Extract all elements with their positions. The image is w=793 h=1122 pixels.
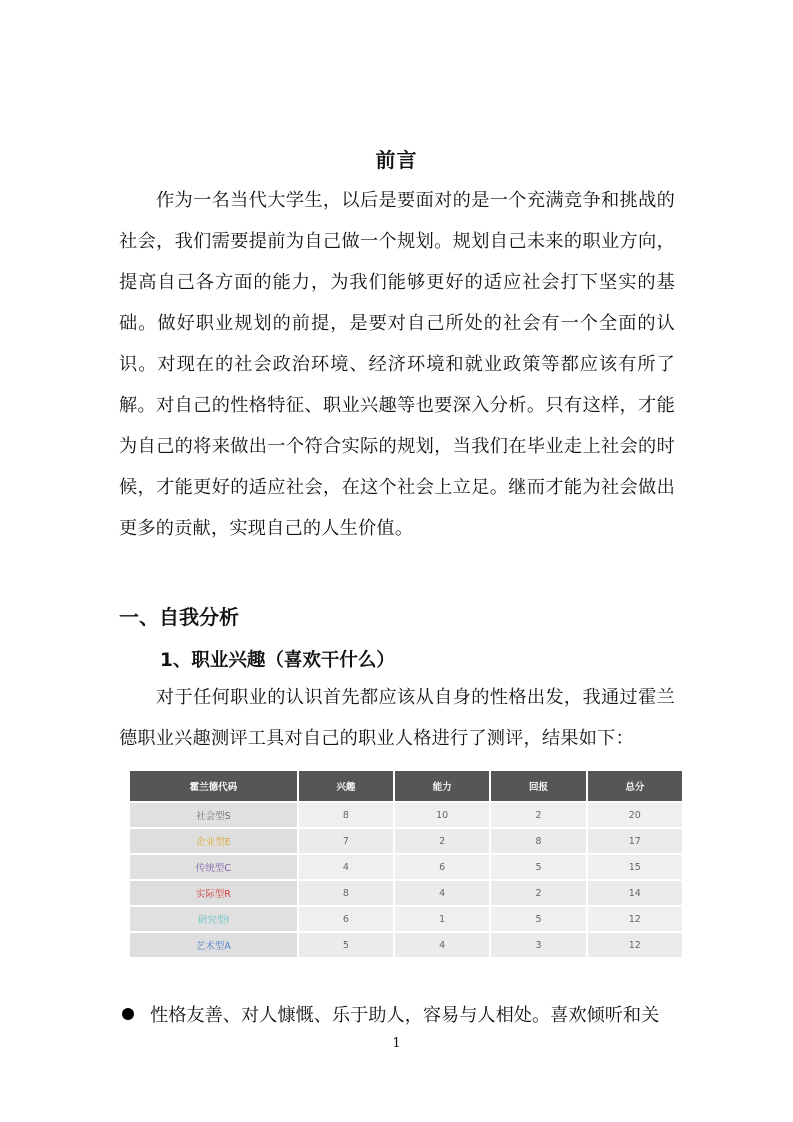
cell-holland-type: 研究型I bbox=[130, 907, 297, 931]
intro-paragraph: 对于任何职业的认识首先都应该从自身的性格出发，我通过霍兰德职业兴趣测评工具对自己的职业人格进行了测评，结果如下： bbox=[119, 687, 675, 749]
cell-holland-type: 艺术型A bbox=[130, 933, 297, 957]
table-row bbox=[130, 933, 682, 957]
subsection-heading: 1、职业兴趣（喜欢干什么） bbox=[160, 650, 395, 671]
cell-holland-type: 企业型E bbox=[130, 829, 297, 853]
preface-paragraph: 作为一名当代大学生，以后是要面对的是一个充满竞争和挑战的社会，我们需要提前为自己做一个规划。规划自己未来的职业方向，提高自己各方面的能力，为我们能够更好的适应社会打下坚实的基础。做好职业规划的前提，是要对自己所处的社会有一个全面的认识。对现在的社会政治环境、经济环境和就业政策等都应该有所了解。对自己的性格特征、职业兴趣等也要深入分析。只有这样，才能为自己的将来做出一个符合实际的规划，当我们在毕业走上社会的时候，才能更好的适应社会，在这个社会上立足。继而才能为社会做出更多的贡献，实现自己的人生价值。 bbox=[119, 190, 675, 539]
section-heading: 一、自我分析 bbox=[119, 605, 239, 629]
cell-ability: 6 bbox=[395, 855, 489, 879]
header-total: 总分 bbox=[588, 771, 682, 801]
page-number: 1 bbox=[392, 1036, 401, 1051]
page-title: 前言 bbox=[375, 148, 418, 172]
table-row bbox=[130, 855, 682, 879]
cell-total: 12 bbox=[588, 933, 682, 957]
cell-total: 15 bbox=[588, 855, 682, 879]
cell-interest: 5 bbox=[299, 933, 393, 957]
cell-ability: 1 bbox=[395, 907, 489, 931]
cell-ability: 4 bbox=[395, 881, 489, 905]
cell-interest: 6 bbox=[299, 907, 393, 931]
header-holland-code: 霍兰德代码 bbox=[130, 771, 297, 801]
table-header-row bbox=[130, 771, 682, 801]
cell-reward: 2 bbox=[491, 881, 585, 905]
cell-total: 12 bbox=[588, 907, 682, 931]
header-ability: 能力 bbox=[395, 771, 489, 801]
cell-reward: 8 bbox=[491, 829, 585, 853]
header-interest: 兴趣 bbox=[299, 771, 393, 801]
header-reward: 回报 bbox=[491, 771, 585, 801]
cell-ability: 4 bbox=[395, 933, 489, 957]
cell-interest: 4 bbox=[299, 855, 393, 879]
cell-total: 20 bbox=[588, 803, 682, 827]
cell-holland-type: 传统型C bbox=[130, 855, 297, 879]
holland-code-table bbox=[128, 769, 684, 959]
cell-interest: 7 bbox=[299, 829, 393, 853]
table-row bbox=[130, 881, 682, 905]
bullet-icon bbox=[122, 1008, 134, 1020]
cell-ability: 2 bbox=[395, 829, 489, 853]
cell-reward: 3 bbox=[491, 933, 585, 957]
cell-holland-type: 社会型S bbox=[130, 803, 297, 827]
table-row bbox=[130, 907, 682, 931]
table-row bbox=[130, 829, 682, 853]
table-row bbox=[130, 803, 682, 827]
cell-reward: 2 bbox=[491, 803, 585, 827]
bullet-item bbox=[119, 995, 679, 1036]
cell-reward: 5 bbox=[491, 855, 585, 879]
cell-reward: 5 bbox=[491, 907, 585, 931]
cell-interest: 8 bbox=[299, 881, 393, 905]
cell-holland-type: 实际型R bbox=[130, 881, 297, 905]
cell-ability: 10 bbox=[395, 803, 489, 827]
cell-total: 14 bbox=[588, 881, 682, 905]
cell-total: 17 bbox=[588, 829, 682, 853]
bullet-text: 性格友善、对人慷慨、乐于助人，容易与人相处。喜欢倾听和关 bbox=[150, 1005, 660, 1026]
cell-interest: 8 bbox=[299, 803, 393, 827]
